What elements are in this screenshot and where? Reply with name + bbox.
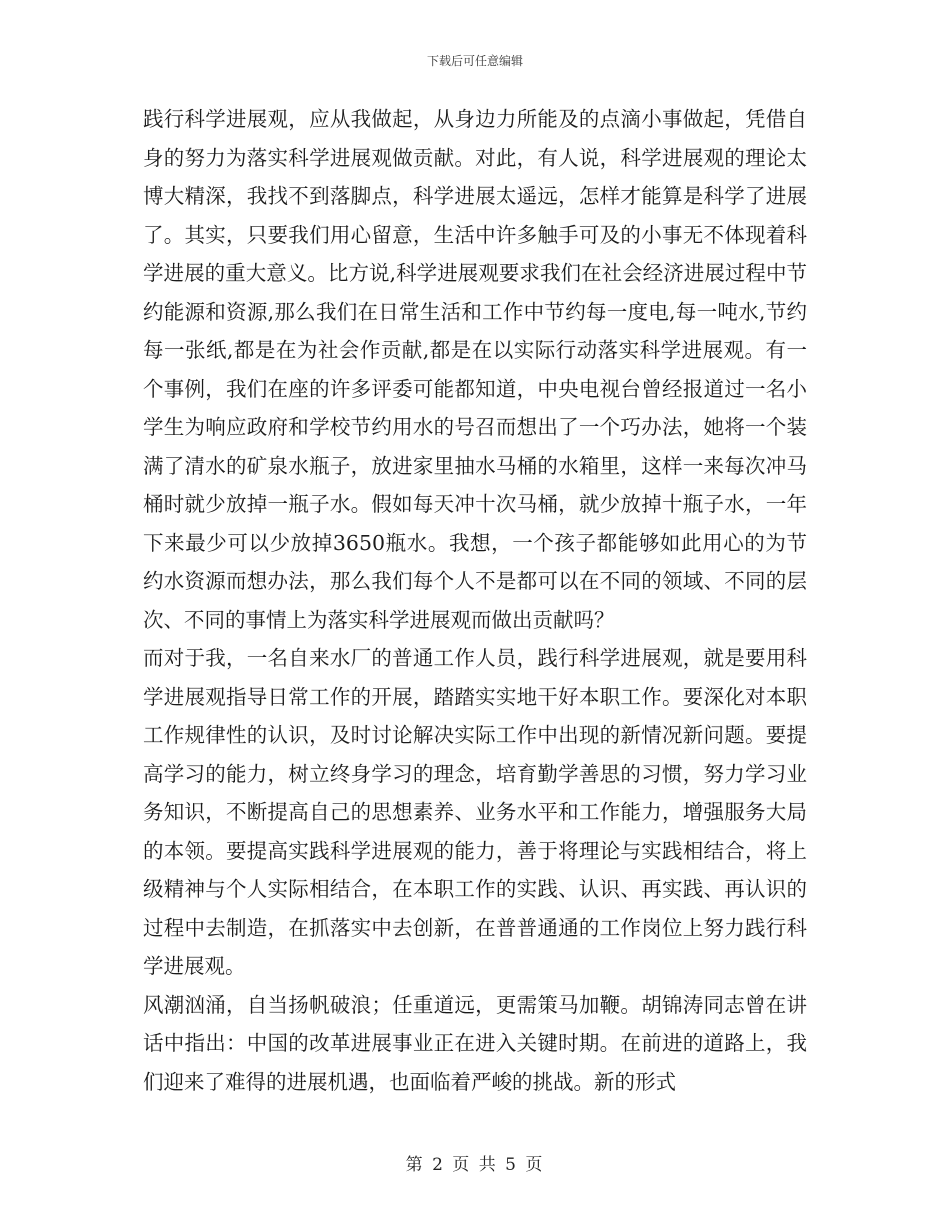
paragraph-2: 而对于我，一名自来水厂的普通工作人员，践行科学进展观，就是要用科学进展观指导日常工作的开展，踏踏实实地干好本职工作。要深化对本职工作规律性的认识，及时讨论解决实际工作中出现的新情况新问题。要提高学习的能力，树立终身学习的理念，培育勤学善思的习惯，努力学习业务知识，不断提高自己的思想素养、业务水平和工作能力，增强服务大局的本领。要提高实践科学进展观的能力，善于将理论与实践相结合，将上级精神与个人实际相结合，在本职工作的实践、认识、再实践、再认识的过程中去制造，在抓落实中去创新，在普普通通的工作岗位上努力践行科学进展观。 <box>143 646 807 978</box>
document-body <box>143 100 807 1101</box>
paragraph-1: 践行科学进展观，应从我做起，从身边力所能及的点滴小事做起，凭借自身的努力为落实科学进展观做贡献。对此，有人说，科学进展观的理论太博大精深，我找不到落脚点，科学进展太遥远，怎样才能算是科学了进展了。其实，只要我们用心留意，生活中许多触手可及的小事无不体现着科学进展的重大意义。比方说,科学进展观要求我们在社会经济进展过程中节约能源和资源,那么我们在日常生活和工作中节约每一度电,每一吨水,节约每一张纸,都是在为社会作贡献,都是在以实际行动落实科学进展观。有一个事例，我们在座的许多评委可能都知道，中央电视台曾经报道过一名小学生为响应政府和学校节约用水的号召而想出了一个巧办法，她将一个装满了清水的矿泉水瓶子，放进家里抽水马桶的水箱里，这样一来每次冲马桶时就少放掉一瓶子水。假如每天冲十次马桶，就少放掉十瓶子水，一年下来最少可以少放掉3650瓶水。我想，一个孩子都能够如此用心的为节约水资源而想办法，那么我们每个人不是都可以在不同的领域、不同的层次、不同的事情上为落实科学进展观而做出贡献吗？ <box>143 107 807 632</box>
page-number-footer: 第 2 页 共 5 页 <box>405 1155 545 1175</box>
paragraph-3: 风潮汹涌，自当扬帆破浪；任重道远，更需策马加鞭。胡锦涛同志曾在讲话中指出：中国的改革进展事业正在进入关键时期。在前进的道路上，我们迎来了难得的进展机遇，也面临着严峻的挑战。新的形式 <box>143 992 807 1094</box>
page-header: 下载后可任意编辑 <box>426 54 523 68</box>
